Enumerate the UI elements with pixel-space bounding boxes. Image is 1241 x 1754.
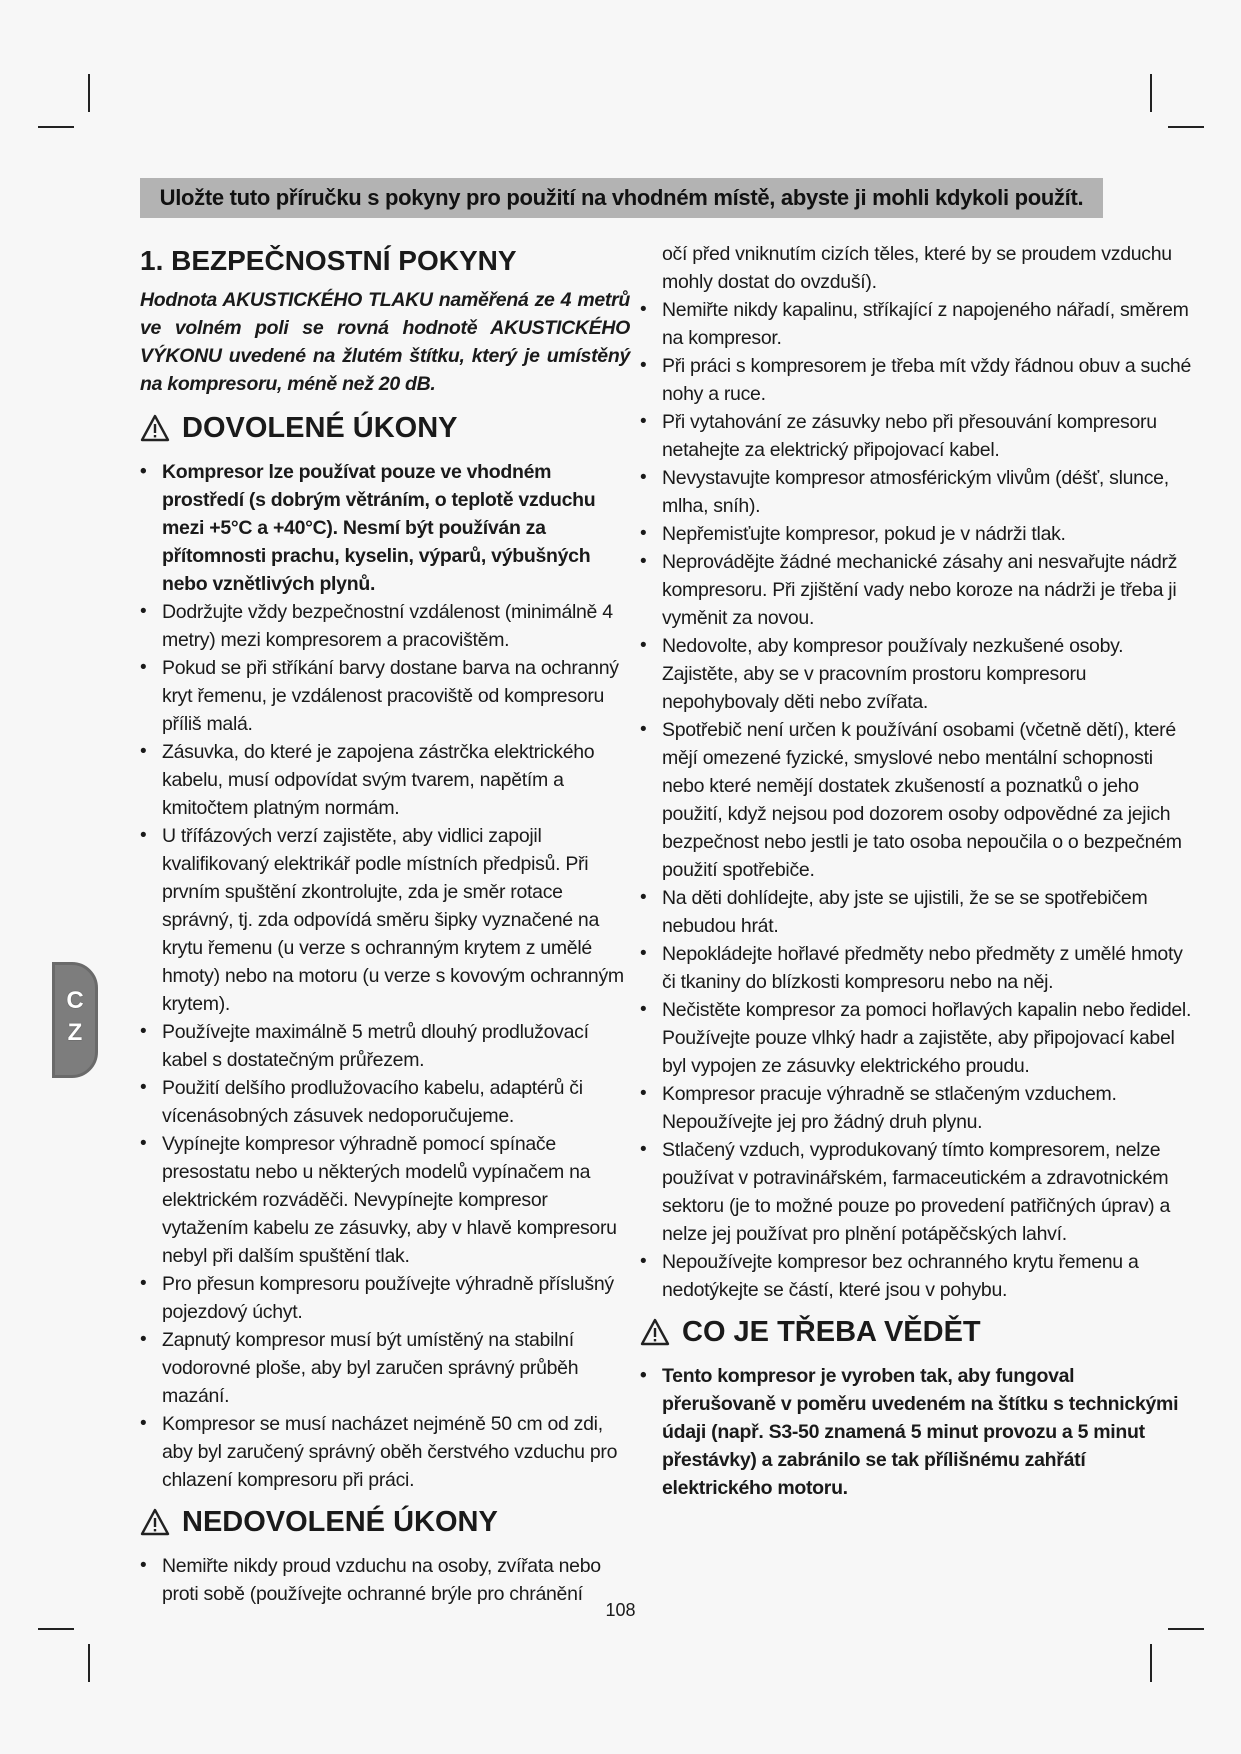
list-item: • Použití delšího prodlužovacího kabelu, adaptérů či vícenásobných zásuvek nedoporučujeme.	[140, 1074, 630, 1130]
list-item: • Při vytahování ze zásuvky nebo při přesouvání kompresoru netahejte za elektrický připojovací kabel.	[640, 408, 1192, 464]
list-item-continuation: očí před vniknutím cizích těles, které by se proudem vzduchu mohly dostat do ovzduší).	[662, 243, 1172, 293]
list-item: • Dodržujte vždy bezpečnostní vzdálenost (minimálně 4 metry) mezi kompresorem a pracovištěm.	[140, 598, 630, 654]
allowed-list	[140, 458, 630, 1494]
header-banner: Uložte tuto příručku s pokyny pro použití na vhodném místě, abyste ji mohli kdykoli použít.	[140, 178, 1103, 218]
language-tab	[52, 962, 98, 1078]
list-item: • Pro přesun kompresoru používejte výhradně příslušný pojezdový úchyt.	[140, 1270, 630, 1326]
list-item: • Kompresor se musí nacházet nejméně 50 cm od zdi, aby byl zaručený správný oběh čerstvého vzduchu pro chlazení kompresoru při práci.	[140, 1410, 630, 1494]
acoustic-intro: Hodnota AKUSTICKÉHO TLAKU naměřená ze 4 metrů ve volném poli se rovná hodnotě AKUSTICKÉHO VÝKONU uvedené na žlutém štítku, který je umístěný na kompresoru, méně než 20 dB.	[140, 289, 630, 395]
list-item: • Při práci s kompresorem je třeba mít vždy řádnou obuv a suché nohy a ruce.	[640, 352, 1192, 408]
language-tab-letter: Z	[67, 1019, 83, 1046]
list-item: • Nemiřte nikdy kapalinu, stříkající z napojeného nářadí, směrem na kompresor.	[640, 296, 1192, 352]
crop-mark	[1168, 126, 1204, 128]
allowed-title: DOVOLENÉ ÚKONY	[182, 412, 458, 444]
list-item: • U třífázových verzí zajistěte, aby vidlici zapojil kvalifikovaný elektrikář podle místních předpisů. Při prvním spuštění zkontrolujte, zda je směr rotace správný, tj. zda odpovídá směru šipky vyznačené na krytu řemenu (u verze s ochranným krytem z umělé hmoty) nebo na motoru (u verze s kovovým ochranným krytem).	[140, 822, 630, 1018]
crop-mark	[1168, 1628, 1204, 1630]
list-item: • Zásuvka, do které je zapojena zástrčka elektrického kabelu, musí odpovídat svým tvarem, napětím a kmitočtem platným normám.	[140, 738, 630, 822]
know-list	[640, 1362, 1192, 1502]
list-item: • Používejte maximálně 5 metrů dlouhý prodlužovací kabel s dostatečným průřezem.	[140, 1018, 630, 1074]
allowed-heading	[140, 408, 630, 448]
language-tab-letter: C	[66, 987, 84, 1014]
warning-icon	[140, 414, 170, 442]
know-title: CO JE TŘEBA VĚDĚT	[682, 1316, 981, 1348]
crop-mark	[38, 126, 74, 128]
right-column	[640, 240, 1192, 1502]
crop-mark	[88, 1644, 90, 1682]
crop-mark	[1150, 74, 1152, 112]
forbidden-title: NEDOVOLENÉ ÚKONY	[182, 1506, 498, 1538]
list-item: • Nepoužívejte kompresor bez ochranného krytu řemenu a nedotýkejte se částí, které jsou v pohybu.	[640, 1248, 1192, 1304]
list-item: • Neprovádějte žádné mechanické zásahy ani nesvařujte nádrž kompresoru. Při zjištění vady nebo koroze na nádrži je třeba ji vyměnit za novou.	[640, 548, 1192, 632]
know-heading	[640, 1312, 1192, 1352]
list-item: • Nepokládejte hořlavé předměty nebo předměty z umělé hmoty či tkaniny do blízkosti kompresoru nebo na něj.	[640, 940, 1192, 996]
crop-mark	[1150, 1644, 1152, 1682]
forbidden-list	[640, 296, 1192, 1304]
list-item: • Nedovolte, aby kompresor používaly nezkušené osoby. Zajistěte, aby se v pracovním prostoru kompresoru nepohybovaly děti nebo zvířata.	[640, 632, 1192, 716]
list-item: • Stlačený vzduch, vyprodukovaný tímto kompresorem, nelze používat v potravinářském, farmaceutickém a zdravotnickém sektoru (je to možné pouze po provedení patřičných úprav) a nelze jej používat pro plnění potápěčských lahví.	[640, 1136, 1192, 1248]
crop-mark	[38, 1628, 74, 1630]
list-item: • Tento kompresor je vyroben tak, aby fungoval přerušovaně v poměru uvedeném na štítku s technickými údaji (např. S3-50 znamená 5 minut provozu a 5 minut přestávky) a zabránilo se tak přílišnému zahřátí elektrického motoru.	[640, 1362, 1192, 1502]
list-item: • Kompresor pracuje výhradně se stlačeným vzduchem. Nepoužívejte jej pro žádný druh plynu.	[640, 1080, 1192, 1136]
list-item: • Nevystavujte kompresor atmosférickým vlivům (déšť, slunce, mlha, sníh).	[640, 464, 1192, 520]
list-item: • Nečistěte kompresor za pomoci hořlavých kapalin nebo ředidel. Používejte pouze vlhký hadr a zajistěte, aby připojovací kabel byl vypojen ze zásuvky elektrického proudu.	[640, 996, 1192, 1080]
list-item: • Na děti dohlídejte, aby jste se ujistili, že se se spotřebičem nebudou hrát.	[640, 884, 1192, 940]
crop-mark	[88, 74, 90, 112]
list-item: • Nepřemisťujte kompresor, pokud je v nádrži tlak.	[640, 520, 1192, 548]
section-title: 1. BEZPEČNOSTNÍ POKYNY	[140, 245, 517, 276]
list-item: • Spotřebič není určen k používání osobami (včetně dětí), které mějí omezené fyzické, smyslové nebo mentální schopnosti nebo které nemějí dostatek zkušeností a poznatků o jeho použití, když nejsou pod dozorem osoby odpovědné za jejich bezpečnost nebo jestli je tato osoba nepoučila o o bezpečném použití spotřebiče.	[640, 716, 1192, 884]
page-number: 108	[605, 1600, 636, 1620]
list-item: • Kompresor lze používat pouze ve vhodném prostředí (s dobrým větráním, o teplotě vzduchu mezi +5°C a +40°C). Nesmí být používán za přítomnosti prachu, kyselin, výparů, výbušných nebo vznětlivých plynů.	[140, 458, 630, 598]
list-item: • Vypínejte kompresor výhradně pomocí spínače presostatu nebo u některých modelů vypínačem na elektrickém rozváděči. Nevypínejte kompresor vytažením kabelu ze zásuvky, aby v hlavě kompresoru nebyl při dalším spuštění tlak.	[140, 1130, 630, 1270]
list-item: • Nemiřte nikdy proud vzduchu na osoby, zvířata nebo proti sobě (používejte ochranné brýle pro chránění	[140, 1552, 630, 1608]
list-item: • Pokud se při stříkání barvy dostane barva na ochranný kryt řemenu, je vzdálenost pracoviště od kompresoru příliš malá.	[140, 654, 630, 738]
list-item: • Zapnutý kompresor musí být umístěný na stabilní vodorovné ploše, aby byl zaručen správný průběh mazání.	[140, 1326, 630, 1410]
warning-icon	[640, 1318, 670, 1346]
forbidden-heading	[140, 1502, 630, 1542]
warning-icon	[140, 1508, 170, 1536]
left-column	[140, 240, 630, 1608]
